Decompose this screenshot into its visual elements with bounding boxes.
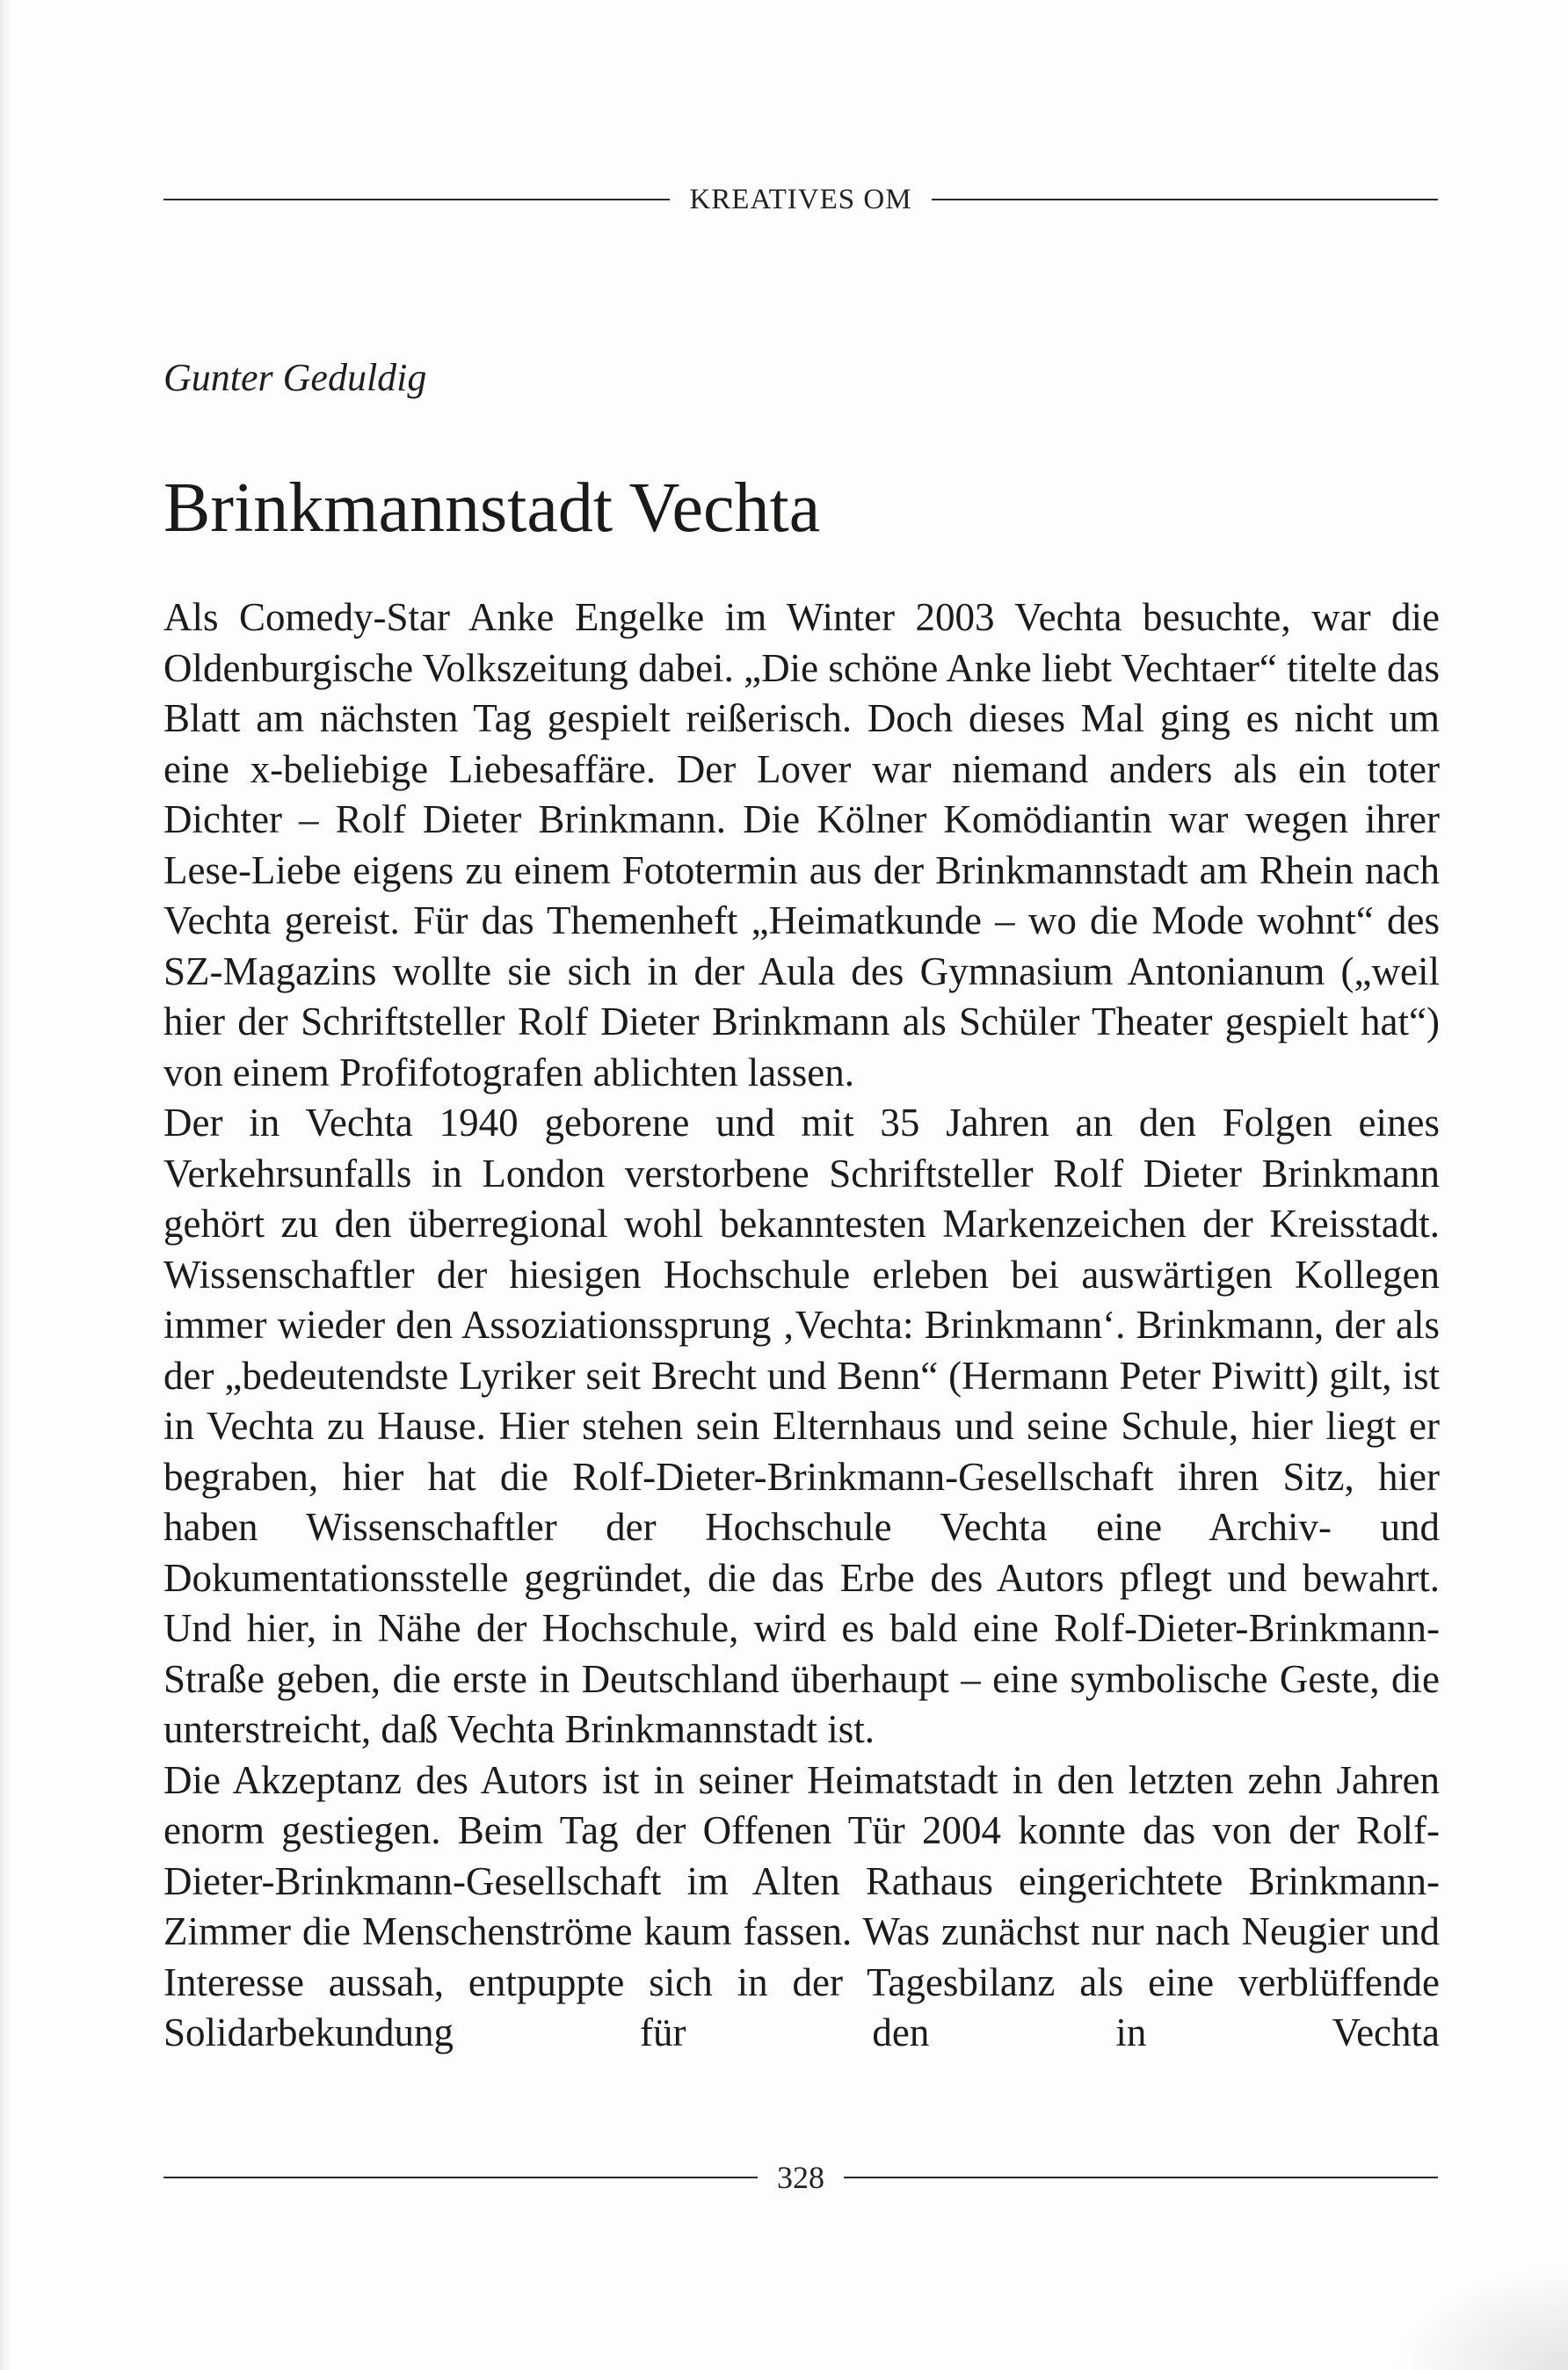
body-paragraph-1: Als Comedy-Star Anke Engelke im Winter 2003 Vechta besuchte, war die Oldenburgische Volkszeitung dabei. „Die schöne Anke liebt Vechtaer“ titelte das Blatt am nächsten Tag gespielt reißerisch. Doch dieses Mal ging es nicht um eine x-beliebige Liebesaffäre. Der Lover war niemand anders als ein toter Dichter – Rolf Dieter Brinkmann. Die Kölner Komödiantin war wegen ihrer Lese-Liebe eigens zu einem Fototermin aus der Brinkmannstadt am Rhein nach Vechta gereist. Für das Themenheft „Heimatkunde – wo die Mode wohnt“ des SZ-Magazins wollte sie sich in der Aula des Gymnasium Antonianum („weil hier der Schriftsteller Rolf Dieter Brinkmann als Schüler Theater gespielt hat“) von einem Profifotografen ablichten lassen. <box>163 595 1440 1094</box>
article-author: Gunter Geduldig <box>163 356 427 399</box>
footer-rule-right <box>844 2177 1438 2178</box>
header-rule-right <box>932 199 1438 200</box>
page-gutter-shadow <box>0 0 12 2370</box>
body-paragraph-3: Die Akzeptanz des Autors ist in seiner Heimatstadt in den letzten zehn Jahren enorm gestiegen. Beim Tag der Offenen Tür 2004 konnte das von der Rolf-Dieter-Brinkmann-Gesellschaft im Alten Rathaus eingerichtete Brinkmann-Zimmer die Menschenströme kaum fassen. Was zunächst nur nach Neugier und Interesse aussah, entpuppte sich in der Tagesbilanz als eine verblüffende Solidarbekundung für den in Vechta <box>163 1757 1440 2054</box>
body-paragraph-2: Der in Vechta 1940 geborene und mit 35 Jahren an den Folgen eines Verkehrsunfalls in London verstorbene Schriftsteller Rolf Dieter Brinkmann gehört zu den überregional wohl bekanntesten Markenzeichen der Kreisstadt. Wissenschaftler der hiesigen Hochschule erleben bei auswärtigen Kollegen immer wieder den Assoziationssprung ‚Vechta: Brinkmann‘. Brinkmann, der als der „bedeutendste Lyriker seit Brecht und Benn“ (Hermann Peter Piwitt) gilt, ist in Vechta zu Hause. Hier stehen sein Elternhaus und seine Schule, hier liegt er begraben, hier hat die Rolf-Dieter-Brinkmann-Gesellschaft ihren Sitz, hier haben Wissenschaftler der Hochschule Vechta eine Archiv- und Dokumentationsstelle gegründet, die das Erbe des Autors pflegt und bewahrt. Und hier, in Nähe der Hochschule, wird es bald eine Rolf-Dieter-Brinkmann-Straße geben, die erste in Deutschland überhaupt – eine symbolische Geste, die unterstreicht, daß Vechta Brinkmannstadt ist. <box>163 1101 1440 1751</box>
footer-rule-left <box>163 2177 758 2178</box>
header-rule-left <box>163 199 670 200</box>
running-header-title: KREATIVES OM <box>689 183 912 215</box>
page-number: 328 <box>777 2160 824 2195</box>
article-title: Brinkmannstadt Vechta <box>163 469 821 547</box>
running-header <box>163 178 1438 222</box>
page-corner-shadow <box>1392 2265 1568 2370</box>
page-footer <box>163 2156 1438 2199</box>
article-body <box>163 592 1440 2059</box>
